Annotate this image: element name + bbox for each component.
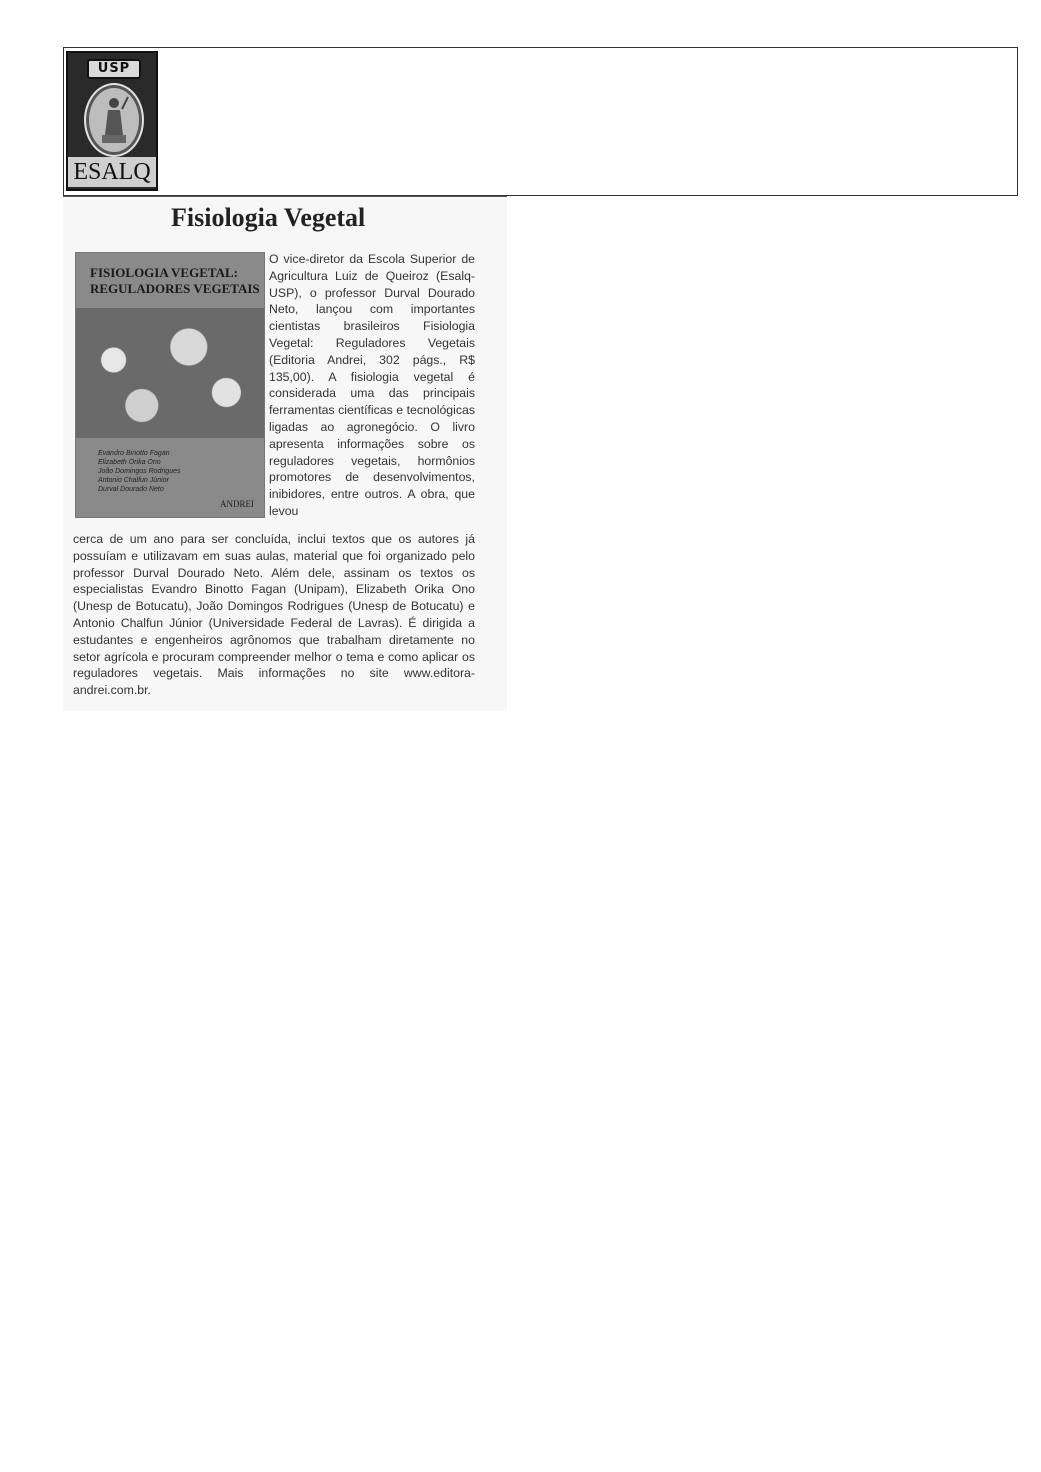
- book-cover-title-line-2: REGULADORES VEGETAIS: [90, 281, 260, 296]
- book-cover-title: [90, 265, 260, 297]
- header-box: [63, 47, 1018, 196]
- book-cover-image: [75, 252, 265, 518]
- book-cover-title-line-1: FISIOLOGIA VEGETAL:: [90, 265, 238, 280]
- article-paragraph-1: O vice-diretor da Escola Superior de Agricultura Luiz de Queiroz (Esalq-USP), o professor Durval Dourado Neto, lançou com importantes cientistas brasileiros Fisiologia Vegetal: Reguladores Vegetais (Editoria Andrei, 302 págs., R$ 135,00). A fisiologia vegetal é considerada uma das principais ferramentas científicas e tecnológicas ligadas ao agronegócio. O livro apresenta informações sobre os reguladores vegetais, hormônios promotores de desenvolvimentos, inibidores, entre outros. A obra, que levou: [269, 252, 475, 518]
- logo-esalq-text: ESALQ: [68, 157, 156, 187]
- book-cover-authors: [98, 449, 248, 494]
- publisher-logo: ANDREI: [220, 499, 254, 509]
- book-cover-author: João Domingos Rodrigues: [98, 468, 181, 475]
- newspaper-clipping: [63, 196, 507, 711]
- logo-usp-text: USP: [87, 59, 141, 79]
- usp-esalq-logo: [66, 51, 158, 191]
- statue-icon: [86, 85, 142, 155]
- article-paragraph-2: cerca de um ano para ser concluída, inclui textos que os autores já possuíam e utilizavam em suas aulas, material que foi organizado pelo professor Durval Dourado Neto. Além dele, assinam os textos os especialistas Evandro Binotto Fagan (Unipam), Elizabeth Orika Ono (Unesp de Botucatu), João Domingos Rodrigues (Unesp de Botucatu) e Antonio Chalfun Júnior (Universidade Federal de Lavras). É dirigida a estudantes e engenheiros agrônomos que trabalham diretamente no setor agrícola e procuram compreender melhor o tema e como aplicar os reguladores vegetais. Mais informações no site www.editora-andrei.com.br.: [73, 532, 475, 698]
- tree-photo: [76, 308, 264, 438]
- article-title: Fisiologia Vegetal: [171, 203, 366, 232]
- book-cover-author: Antonio Chalfun Júnior: [98, 477, 169, 484]
- university-seal-icon: [84, 83, 144, 157]
- book-cover-author: Durval Dourado Neto: [98, 486, 164, 493]
- book-cover-author: Elizabeth Orika Ono: [98, 459, 161, 466]
- book-cover-author: Evandro Binotto Fagan: [98, 450, 170, 457]
